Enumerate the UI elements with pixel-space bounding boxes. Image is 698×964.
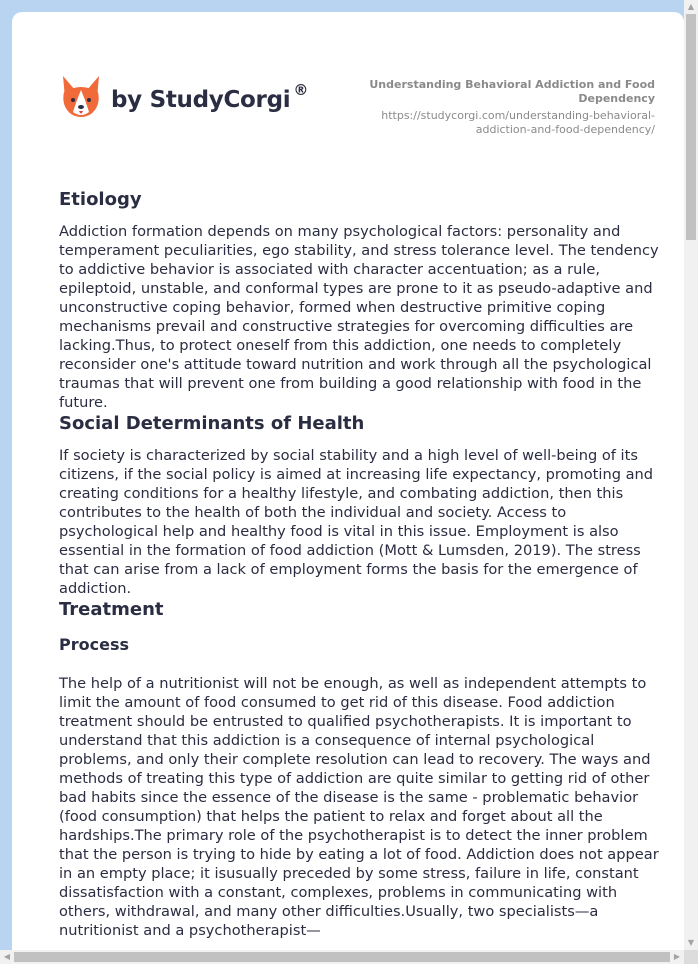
corgi-logo-icon xyxy=(59,74,103,120)
horizontal-scrollbar[interactable] xyxy=(0,950,684,964)
logo-text: by StudyCorgi xyxy=(111,87,291,113)
article-content xyxy=(59,176,659,940)
source-info xyxy=(355,78,655,136)
vertical-scrollbar[interactable] xyxy=(684,0,698,950)
document-page xyxy=(12,12,684,950)
page-header xyxy=(59,74,655,144)
paragraph-process: The help of a nutritionist will not be enough, as well as independent attempts to limit the amount of food consumed to get rid of this disease. Food addiction treatment should be entrusted to qualified psychotherapists. It is important to understand that this addiction is a consequence of internal psychological problems, and only their complete resolution can lead to recovery. The ways and methods of treating this type of addiction are quite similar to getting rid of other bad habits since the essence of the disease is the same - problematic behavior (food consumption) that helps the patient to relax and forget about all the hardships.The primary role of the psychotherapist is to detect the inner problem that the person is trying to hide by eating a lot of food. Addiction does not appear in an empty place; it isusually preceded by some stress, failure in life, constant dissatisfaction with a constant, complexes, problems in communicating with others, withdrawal, and many other difficulties.Usually, two specialists—a nutritionist and a psychotherapist— xyxy=(59,675,659,939)
heading-process: Process xyxy=(59,635,129,654)
registered-mark: ® xyxy=(293,81,309,99)
paragraph-etiology: Addiction formation depends on many psychological factors: personality and temperament peculiarities, ego stability, and stress tolerance level. The tendency to addictive behavior is associated with character accentuation; as a rule, epileptoid, unstable, and conformal types are prone to it as pseudo-adaptive and unconstructive coping behavior, formed when destructive primitive coping mechanisms prevail and constructive strategies for overcoming difficulties are lacking.Thus, to protect oneself from this addiction, one needs to completely reconsider one's attitude toward nutrition and work through all the psychological traumas that will prevent one from building a good relationship with food in the future. xyxy=(59,223,659,411)
vertical-scroll-thumb[interactable] xyxy=(686,14,696,240)
scroll-right-arrow-icon[interactable]: ▶ xyxy=(673,952,681,961)
heading-social-determinants: Social Determinants of Health xyxy=(59,413,365,434)
scroll-down-arrow-icon[interactable]: ▼ xyxy=(687,938,695,947)
scrollbar-corner xyxy=(684,950,698,964)
source-title: Understanding Behavioral Addiction and Food Dependency xyxy=(369,78,655,105)
studycorgi-logo[interactable] xyxy=(59,74,308,120)
source-url[interactable]: https://studycorgi.com/understanding-behavioral-addiction-and-food-dependency/ xyxy=(381,109,655,136)
heading-treatment: Treatment xyxy=(59,599,164,620)
horizontal-scroll-thumb[interactable] xyxy=(14,952,670,962)
heading-etiology: Etiology xyxy=(59,189,142,210)
scroll-up-arrow-icon[interactable]: ▲ xyxy=(687,2,695,11)
scroll-left-arrow-icon[interactable]: ◀ xyxy=(3,952,11,961)
paragraph-social-determinants: If society is characterized by social stability and a high level of well-being of its citizens, if the social policy is aimed at increasing life expectancy, promoting and creating conditions for a healthy lifestyle, and combating addiction, then this contributes to the health of both the individual and society. Access to psychological help and healthy food is vital in this issue. Employment is also essential in the formation of food addiction (Mott & Lumsden, 2019). The stress that can arise from a lack of employment forms the basis for the emergence of addiction. xyxy=(59,447,654,597)
logo-wordmark xyxy=(111,81,309,113)
